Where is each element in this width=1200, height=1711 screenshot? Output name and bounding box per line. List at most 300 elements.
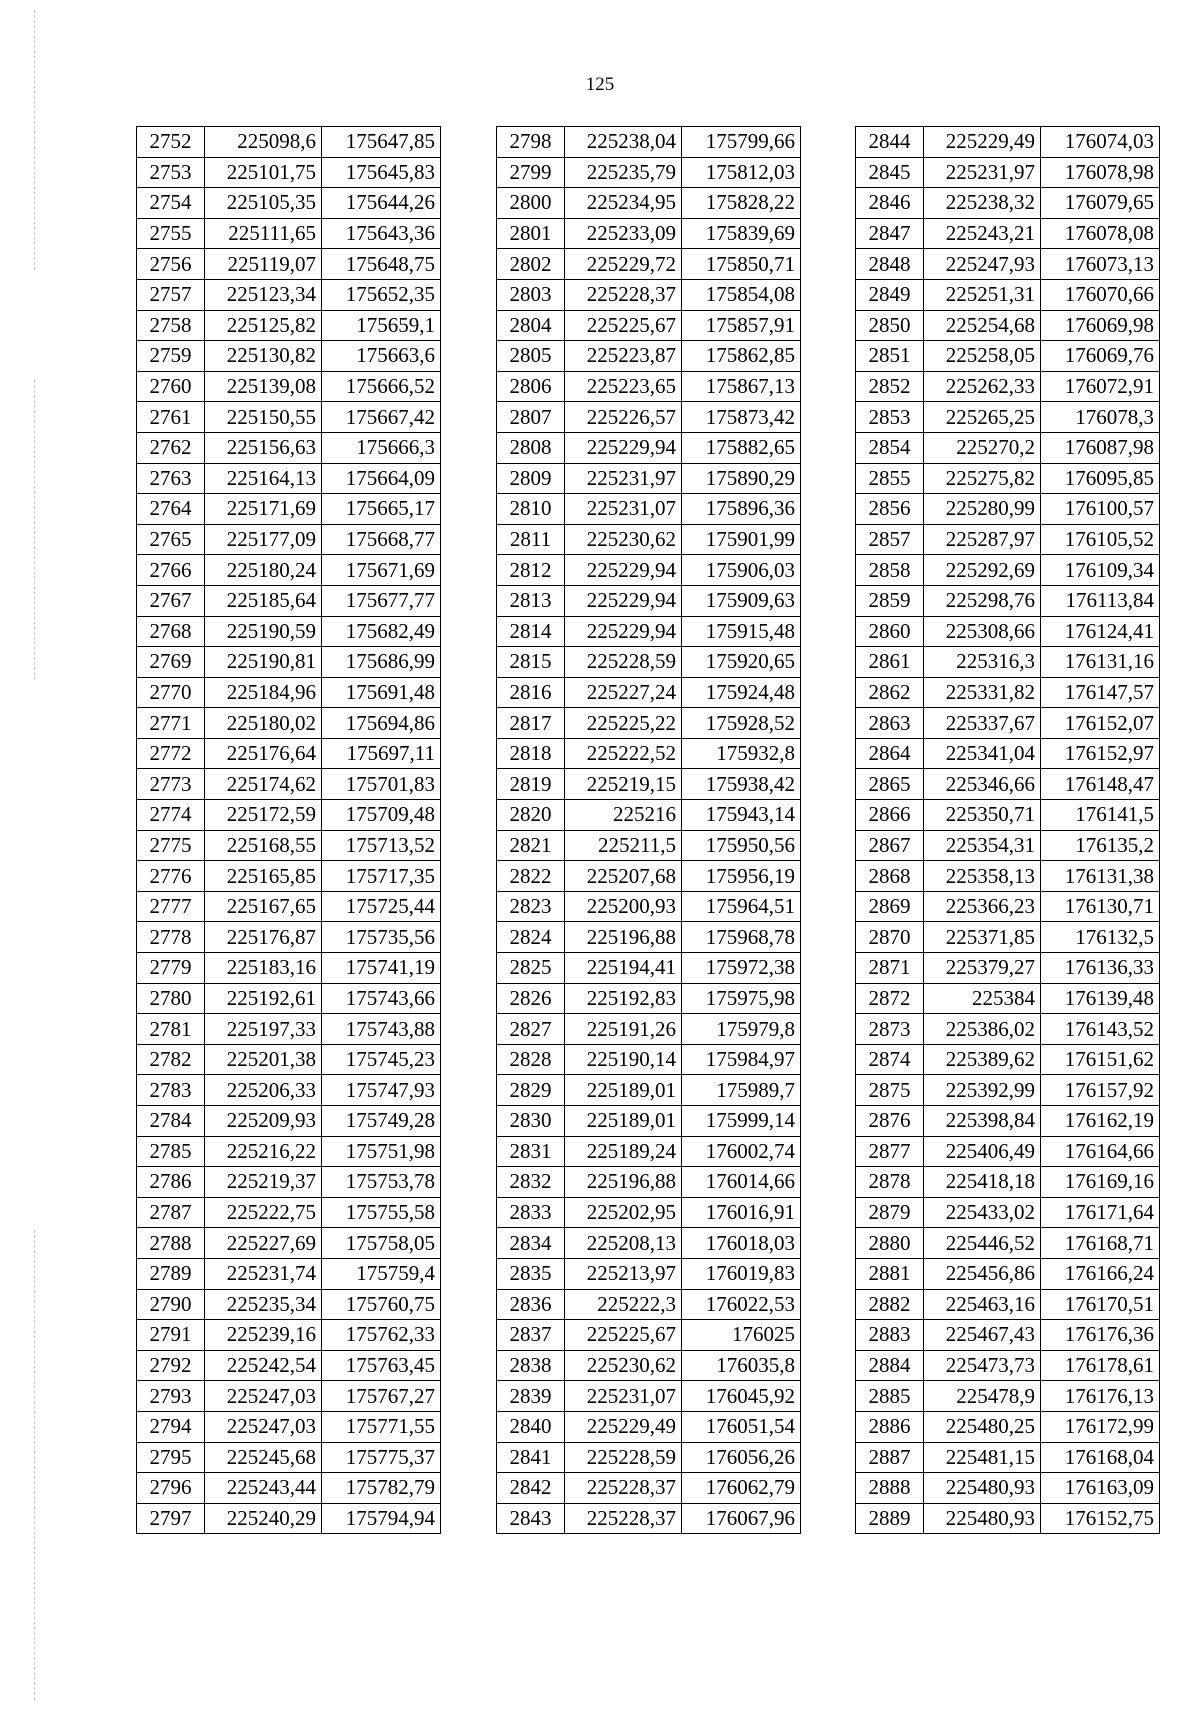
point-number-cell: 2882 xyxy=(856,1289,924,1320)
y-coordinate-cell: 176168,04 xyxy=(1041,1442,1160,1473)
point-number-cell: 2868 xyxy=(856,861,924,892)
table-row xyxy=(856,402,1160,433)
point-number-cell: 2805 xyxy=(497,341,565,372)
point-number-cell: 2794 xyxy=(137,1411,205,1442)
y-coordinate-cell: 175924,48 xyxy=(682,677,801,708)
point-number-cell: 2777 xyxy=(137,891,205,922)
x-coordinate-cell: 225346,66 xyxy=(924,769,1041,800)
table-row xyxy=(856,953,1160,984)
x-coordinate-cell: 225228,59 xyxy=(565,647,682,678)
table-row xyxy=(497,1075,801,1106)
y-coordinate-cell: 175659,1 xyxy=(322,310,441,341)
y-coordinate-cell: 175697,11 xyxy=(322,738,441,769)
x-coordinate-cell: 225123,34 xyxy=(205,279,322,310)
y-coordinate-cell: 175758,05 xyxy=(322,1228,441,1259)
y-coordinate-cell: 175671,69 xyxy=(322,555,441,586)
table-row xyxy=(856,1381,1160,1412)
point-number-cell: 2879 xyxy=(856,1197,924,1228)
table-row xyxy=(856,1075,1160,1106)
point-number-cell: 2854 xyxy=(856,432,924,463)
x-coordinate-cell: 225194,41 xyxy=(565,953,682,984)
x-coordinate-cell: 225125,82 xyxy=(205,310,322,341)
y-coordinate-cell: 176062,79 xyxy=(682,1473,801,1504)
x-coordinate-cell: 225389,62 xyxy=(924,1044,1041,1075)
point-number-cell: 2778 xyxy=(137,922,205,953)
x-coordinate-cell: 225190,81 xyxy=(205,647,322,678)
point-number-cell: 2830 xyxy=(497,1106,565,1137)
table-row xyxy=(856,1350,1160,1381)
x-coordinate-cell: 225247,93 xyxy=(924,249,1041,280)
x-coordinate-cell: 225216,22 xyxy=(205,1136,322,1167)
point-number-cell: 2841 xyxy=(497,1442,565,1473)
x-coordinate-cell: 225234,95 xyxy=(565,188,682,219)
point-number-cell: 2766 xyxy=(137,555,205,586)
x-coordinate-cell: 225229,94 xyxy=(565,616,682,647)
x-coordinate-cell: 225235,34 xyxy=(205,1289,322,1320)
point-number-cell: 2861 xyxy=(856,647,924,678)
x-coordinate-cell: 225231,07 xyxy=(565,1381,682,1412)
y-coordinate-cell: 175854,08 xyxy=(682,279,801,310)
y-coordinate-cell: 175812,03 xyxy=(682,157,801,188)
table-row xyxy=(137,1442,441,1473)
y-coordinate-cell: 175857,91 xyxy=(682,310,801,341)
y-coordinate-cell: 176078,08 xyxy=(1041,218,1160,249)
point-number-cell: 2795 xyxy=(137,1442,205,1473)
y-coordinate-cell: 176136,33 xyxy=(1041,953,1160,984)
point-number-cell: 2767 xyxy=(137,585,205,616)
y-coordinate-cell: 175666,52 xyxy=(322,371,441,402)
point-number-cell: 2815 xyxy=(497,647,565,678)
y-coordinate-cell: 176072,91 xyxy=(1041,371,1160,402)
x-coordinate-cell: 225456,86 xyxy=(924,1258,1041,1289)
x-coordinate-cell: 225211,5 xyxy=(565,830,682,861)
y-coordinate-cell: 175964,51 xyxy=(682,891,801,922)
x-coordinate-cell: 225231,97 xyxy=(565,463,682,494)
y-coordinate-cell: 175751,98 xyxy=(322,1136,441,1167)
y-coordinate-cell: 175644,26 xyxy=(322,188,441,219)
x-coordinate-cell: 225098,6 xyxy=(205,127,322,158)
x-coordinate-cell: 225331,82 xyxy=(924,677,1041,708)
point-number-cell: 2756 xyxy=(137,249,205,280)
x-coordinate-cell: 225190,14 xyxy=(565,1044,682,1075)
table-row xyxy=(137,830,441,861)
y-coordinate-cell: 175694,86 xyxy=(322,708,441,739)
table-row xyxy=(137,861,441,892)
table-row xyxy=(497,738,801,769)
table-row xyxy=(497,830,801,861)
x-coordinate-cell: 225183,16 xyxy=(205,953,322,984)
table-row xyxy=(137,127,441,158)
table-row xyxy=(137,953,441,984)
table-row xyxy=(856,585,1160,616)
point-number-cell: 2803 xyxy=(497,279,565,310)
point-number-cell: 2837 xyxy=(497,1320,565,1351)
y-coordinate-cell: 176124,41 xyxy=(1041,616,1160,647)
y-coordinate-cell: 176022,53 xyxy=(682,1289,801,1320)
x-coordinate-cell: 225229,94 xyxy=(565,432,682,463)
table-row xyxy=(137,1381,441,1412)
x-coordinate-cell: 225209,93 xyxy=(205,1106,322,1137)
page-number: 125 xyxy=(585,74,615,95)
y-coordinate-cell: 176132,5 xyxy=(1041,922,1160,953)
x-coordinate-cell: 225242,54 xyxy=(205,1350,322,1381)
point-number-cell: 2776 xyxy=(137,861,205,892)
table-row xyxy=(856,310,1160,341)
x-coordinate-cell: 225251,31 xyxy=(924,279,1041,310)
point-number-cell: 2831 xyxy=(497,1136,565,1167)
point-number-cell: 2846 xyxy=(856,188,924,219)
y-coordinate-cell: 175668,77 xyxy=(322,524,441,555)
x-coordinate-cell: 225350,71 xyxy=(924,800,1041,831)
x-coordinate-cell: 225446,52 xyxy=(924,1228,1041,1259)
point-number-cell: 2780 xyxy=(137,983,205,1014)
point-number-cell: 2762 xyxy=(137,432,205,463)
table-row xyxy=(137,1350,441,1381)
y-coordinate-cell: 176018,03 xyxy=(682,1228,801,1259)
point-number-cell: 2874 xyxy=(856,1044,924,1075)
x-coordinate-cell: 225238,32 xyxy=(924,188,1041,219)
x-coordinate-cell: 225366,23 xyxy=(924,891,1041,922)
x-coordinate-cell: 225228,37 xyxy=(565,1473,682,1504)
x-coordinate-cell: 225418,18 xyxy=(924,1167,1041,1198)
point-number-cell: 2871 xyxy=(856,953,924,984)
point-number-cell: 2825 xyxy=(497,953,565,984)
point-number-cell: 2820 xyxy=(497,800,565,831)
table-row xyxy=(497,341,801,372)
y-coordinate-cell: 175989,7 xyxy=(682,1075,801,1106)
y-coordinate-cell: 176014,66 xyxy=(682,1167,801,1198)
point-number-cell: 2843 xyxy=(497,1503,565,1534)
table-row xyxy=(856,1258,1160,1289)
y-coordinate-cell: 175828,22 xyxy=(682,188,801,219)
x-coordinate-cell: 225226,57 xyxy=(565,402,682,433)
y-coordinate-cell: 175775,37 xyxy=(322,1442,441,1473)
x-coordinate-cell: 225191,26 xyxy=(565,1014,682,1045)
y-coordinate-cell: 176078,98 xyxy=(1041,157,1160,188)
x-coordinate-cell: 225174,62 xyxy=(205,769,322,800)
y-coordinate-cell: 176176,36 xyxy=(1041,1320,1160,1351)
table-row xyxy=(497,1014,801,1045)
point-number-cell: 2768 xyxy=(137,616,205,647)
table-row xyxy=(856,800,1160,831)
point-number-cell: 2789 xyxy=(137,1258,205,1289)
y-coordinate-cell: 176100,57 xyxy=(1041,494,1160,525)
y-coordinate-cell: 175882,65 xyxy=(682,432,801,463)
table-row xyxy=(856,1503,1160,1534)
y-coordinate-cell: 176067,96 xyxy=(682,1503,801,1534)
table-row xyxy=(856,1411,1160,1442)
table-row xyxy=(137,555,441,586)
y-coordinate-cell: 176171,64 xyxy=(1041,1197,1160,1228)
y-coordinate-cell: 175984,97 xyxy=(682,1044,801,1075)
point-number-cell: 2753 xyxy=(137,157,205,188)
x-coordinate-cell: 225225,67 xyxy=(565,1320,682,1351)
point-number-cell: 2807 xyxy=(497,402,565,433)
x-coordinate-cell: 225463,16 xyxy=(924,1289,1041,1320)
table-row xyxy=(137,769,441,800)
point-number-cell: 2775 xyxy=(137,830,205,861)
x-coordinate-cell: 225316,3 xyxy=(924,647,1041,678)
table-row xyxy=(856,830,1160,861)
y-coordinate-cell: 176176,13 xyxy=(1041,1381,1160,1412)
y-coordinate-cell: 175686,99 xyxy=(322,647,441,678)
x-coordinate-cell: 225167,65 xyxy=(205,891,322,922)
point-number-cell: 2844 xyxy=(856,127,924,158)
x-coordinate-cell: 225337,67 xyxy=(924,708,1041,739)
x-coordinate-cell: 225292,69 xyxy=(924,555,1041,586)
y-coordinate-cell: 176162,19 xyxy=(1041,1106,1160,1137)
point-number-cell: 2761 xyxy=(137,402,205,433)
x-coordinate-cell: 225176,64 xyxy=(205,738,322,769)
y-coordinate-cell: 176164,66 xyxy=(1041,1136,1160,1167)
table-row xyxy=(497,891,801,922)
x-coordinate-cell: 225189,24 xyxy=(565,1136,682,1167)
table-row xyxy=(137,494,441,525)
point-number-cell: 2881 xyxy=(856,1258,924,1289)
x-coordinate-cell: 225379,27 xyxy=(924,953,1041,984)
x-coordinate-cell: 225202,95 xyxy=(565,1197,682,1228)
point-number-cell: 2845 xyxy=(856,157,924,188)
x-coordinate-cell: 225206,33 xyxy=(205,1075,322,1106)
y-coordinate-cell: 175745,23 xyxy=(322,1044,441,1075)
table-row xyxy=(137,983,441,1014)
y-coordinate-cell: 176148,47 xyxy=(1041,769,1160,800)
point-number-cell: 2781 xyxy=(137,1014,205,1045)
x-coordinate-cell: 225201,38 xyxy=(205,1044,322,1075)
x-coordinate-cell: 225229,94 xyxy=(565,585,682,616)
point-number-cell: 2880 xyxy=(856,1228,924,1259)
y-coordinate-cell: 175664,09 xyxy=(322,463,441,494)
table-row xyxy=(137,1106,441,1137)
table-row xyxy=(497,983,801,1014)
y-coordinate-cell: 176131,38 xyxy=(1041,861,1160,892)
table-row xyxy=(856,1106,1160,1137)
point-number-cell: 2887 xyxy=(856,1442,924,1473)
table-row xyxy=(497,1320,801,1351)
y-coordinate-cell: 176051,54 xyxy=(682,1411,801,1442)
x-coordinate-cell: 225371,85 xyxy=(924,922,1041,953)
point-number-cell: 2852 xyxy=(856,371,924,402)
x-coordinate-cell: 225172,59 xyxy=(205,800,322,831)
table-row xyxy=(856,922,1160,953)
y-coordinate-cell: 175873,42 xyxy=(682,402,801,433)
point-number-cell: 2782 xyxy=(137,1044,205,1075)
y-coordinate-cell: 175909,63 xyxy=(682,585,801,616)
y-coordinate-cell: 175713,52 xyxy=(322,830,441,861)
table-row xyxy=(856,616,1160,647)
point-number-cell: 2883 xyxy=(856,1320,924,1351)
y-coordinate-cell: 175896,36 xyxy=(682,494,801,525)
table-row xyxy=(856,1473,1160,1504)
table-row xyxy=(497,922,801,953)
y-coordinate-cell: 176074,03 xyxy=(1041,127,1160,158)
table-row xyxy=(856,738,1160,769)
point-number-cell: 2799 xyxy=(497,157,565,188)
point-number-cell: 2867 xyxy=(856,830,924,861)
x-coordinate-cell: 225229,94 xyxy=(565,555,682,586)
table-row xyxy=(856,555,1160,586)
y-coordinate-cell: 175682,49 xyxy=(322,616,441,647)
table-row xyxy=(497,127,801,158)
y-coordinate-cell: 176152,07 xyxy=(1041,708,1160,739)
x-coordinate-cell: 225189,01 xyxy=(565,1106,682,1137)
x-coordinate-cell: 225222,52 xyxy=(565,738,682,769)
table-row xyxy=(497,555,801,586)
y-coordinate-cell: 176151,62 xyxy=(1041,1044,1160,1075)
table-row xyxy=(856,494,1160,525)
x-coordinate-cell: 225208,13 xyxy=(565,1228,682,1259)
point-number-cell: 2755 xyxy=(137,218,205,249)
x-coordinate-cell: 225240,29 xyxy=(205,1503,322,1534)
point-number-cell: 2889 xyxy=(856,1503,924,1534)
table-row xyxy=(856,769,1160,800)
point-number-cell: 2859 xyxy=(856,585,924,616)
y-coordinate-cell: 175647,85 xyxy=(322,127,441,158)
table-row xyxy=(856,188,1160,219)
x-coordinate-cell: 225239,16 xyxy=(205,1320,322,1351)
table-row xyxy=(497,1258,801,1289)
y-coordinate-cell: 175677,77 xyxy=(322,585,441,616)
table-row xyxy=(856,1228,1160,1259)
y-coordinate-cell: 176079,65 xyxy=(1041,188,1160,219)
y-coordinate-cell: 175663,6 xyxy=(322,341,441,372)
point-number-cell: 2823 xyxy=(497,891,565,922)
table-row xyxy=(137,677,441,708)
x-coordinate-cell: 225270,2 xyxy=(924,432,1041,463)
table-row xyxy=(856,249,1160,280)
y-coordinate-cell: 175755,58 xyxy=(322,1197,441,1228)
table-row xyxy=(856,647,1160,678)
x-coordinate-cell: 225481,15 xyxy=(924,1442,1041,1473)
y-coordinate-cell: 176078,3 xyxy=(1041,402,1160,433)
point-number-cell: 2811 xyxy=(497,524,565,555)
y-coordinate-cell: 175747,93 xyxy=(322,1075,441,1106)
y-coordinate-cell: 175767,27 xyxy=(322,1381,441,1412)
x-coordinate-cell: 225228,59 xyxy=(565,1442,682,1473)
y-coordinate-cell: 175950,56 xyxy=(682,830,801,861)
point-number-cell: 2858 xyxy=(856,555,924,586)
x-coordinate-cell: 225168,55 xyxy=(205,830,322,861)
x-coordinate-cell: 225165,85 xyxy=(205,861,322,892)
coordinates-table-1 xyxy=(136,126,441,1534)
x-coordinate-cell: 225184,96 xyxy=(205,677,322,708)
point-number-cell: 2876 xyxy=(856,1106,924,1137)
x-coordinate-cell: 225222,75 xyxy=(205,1197,322,1228)
point-number-cell: 2842 xyxy=(497,1473,565,1504)
table-row xyxy=(497,1136,801,1167)
y-coordinate-cell: 175665,17 xyxy=(322,494,441,525)
x-coordinate-cell: 225101,75 xyxy=(205,157,322,188)
point-number-cell: 2759 xyxy=(137,341,205,372)
point-number-cell: 2885 xyxy=(856,1381,924,1412)
table-row xyxy=(856,1014,1160,1045)
point-number-cell: 2774 xyxy=(137,800,205,831)
x-coordinate-cell: 225358,13 xyxy=(924,861,1041,892)
coordinates-table-2 xyxy=(496,126,801,1534)
table-row xyxy=(497,1503,801,1534)
x-coordinate-cell: 225275,82 xyxy=(924,463,1041,494)
point-number-cell: 2840 xyxy=(497,1411,565,1442)
x-coordinate-cell: 225225,67 xyxy=(565,310,682,341)
table-row xyxy=(497,677,801,708)
table-row xyxy=(497,1411,801,1442)
x-coordinate-cell: 225130,82 xyxy=(205,341,322,372)
table-row xyxy=(137,1075,441,1106)
y-coordinate-cell: 175794,94 xyxy=(322,1503,441,1534)
table-row xyxy=(497,1381,801,1412)
y-coordinate-cell: 175741,19 xyxy=(322,953,441,984)
y-coordinate-cell: 176170,51 xyxy=(1041,1289,1160,1320)
y-coordinate-cell: 176069,98 xyxy=(1041,310,1160,341)
point-number-cell: 2822 xyxy=(497,861,565,892)
point-number-cell: 2850 xyxy=(856,310,924,341)
y-coordinate-cell: 175666,3 xyxy=(322,432,441,463)
table-row xyxy=(856,1044,1160,1075)
table-row xyxy=(497,769,801,800)
x-coordinate-cell: 225233,09 xyxy=(565,218,682,249)
y-coordinate-cell: 176131,16 xyxy=(1041,647,1160,678)
x-coordinate-cell: 225467,43 xyxy=(924,1320,1041,1351)
x-coordinate-cell: 225478,9 xyxy=(924,1381,1041,1412)
y-coordinate-cell: 175928,52 xyxy=(682,708,801,739)
y-coordinate-cell: 175701,83 xyxy=(322,769,441,800)
table-row xyxy=(497,432,801,463)
y-coordinate-cell: 176095,85 xyxy=(1041,463,1160,494)
y-coordinate-cell: 176045,92 xyxy=(682,1381,801,1412)
y-coordinate-cell: 175867,13 xyxy=(682,371,801,402)
table-row xyxy=(856,1320,1160,1351)
x-coordinate-cell: 225231,07 xyxy=(565,494,682,525)
y-coordinate-cell: 176152,75 xyxy=(1041,1503,1160,1534)
scan-artifact xyxy=(34,1230,35,1700)
y-coordinate-cell: 175938,42 xyxy=(682,769,801,800)
y-coordinate-cell: 176143,52 xyxy=(1041,1014,1160,1045)
y-coordinate-cell: 175920,65 xyxy=(682,647,801,678)
table-row xyxy=(137,157,441,188)
y-coordinate-cell: 176147,57 xyxy=(1041,677,1160,708)
point-number-cell: 2821 xyxy=(497,830,565,861)
x-coordinate-cell: 225227,69 xyxy=(205,1228,322,1259)
point-number-cell: 2855 xyxy=(856,463,924,494)
point-number-cell: 2757 xyxy=(137,279,205,310)
x-coordinate-cell: 225298,76 xyxy=(924,585,1041,616)
point-number-cell: 2814 xyxy=(497,616,565,647)
y-coordinate-cell: 175771,55 xyxy=(322,1411,441,1442)
table-row xyxy=(856,1167,1160,1198)
x-coordinate-cell: 225262,33 xyxy=(924,371,1041,402)
table-row xyxy=(497,585,801,616)
point-number-cell: 2793 xyxy=(137,1381,205,1412)
table-row xyxy=(856,891,1160,922)
y-coordinate-cell: 176025 xyxy=(682,1320,801,1351)
y-coordinate-cell: 175749,28 xyxy=(322,1106,441,1137)
point-number-cell: 2886 xyxy=(856,1411,924,1442)
y-coordinate-cell: 175999,14 xyxy=(682,1106,801,1137)
x-coordinate-cell: 225308,66 xyxy=(924,616,1041,647)
x-coordinate-cell: 225150,55 xyxy=(205,402,322,433)
x-coordinate-cell: 225228,37 xyxy=(565,1503,682,1534)
table-row xyxy=(497,157,801,188)
point-number-cell: 2833 xyxy=(497,1197,565,1228)
table-row xyxy=(137,708,441,739)
x-coordinate-cell: 225231,74 xyxy=(205,1258,322,1289)
point-number-cell: 2847 xyxy=(856,218,924,249)
y-coordinate-cell: 175890,29 xyxy=(682,463,801,494)
y-coordinate-cell: 176019,83 xyxy=(682,1258,801,1289)
table-row xyxy=(137,1320,441,1351)
point-number-cell: 2873 xyxy=(856,1014,924,1045)
table-row xyxy=(137,310,441,341)
